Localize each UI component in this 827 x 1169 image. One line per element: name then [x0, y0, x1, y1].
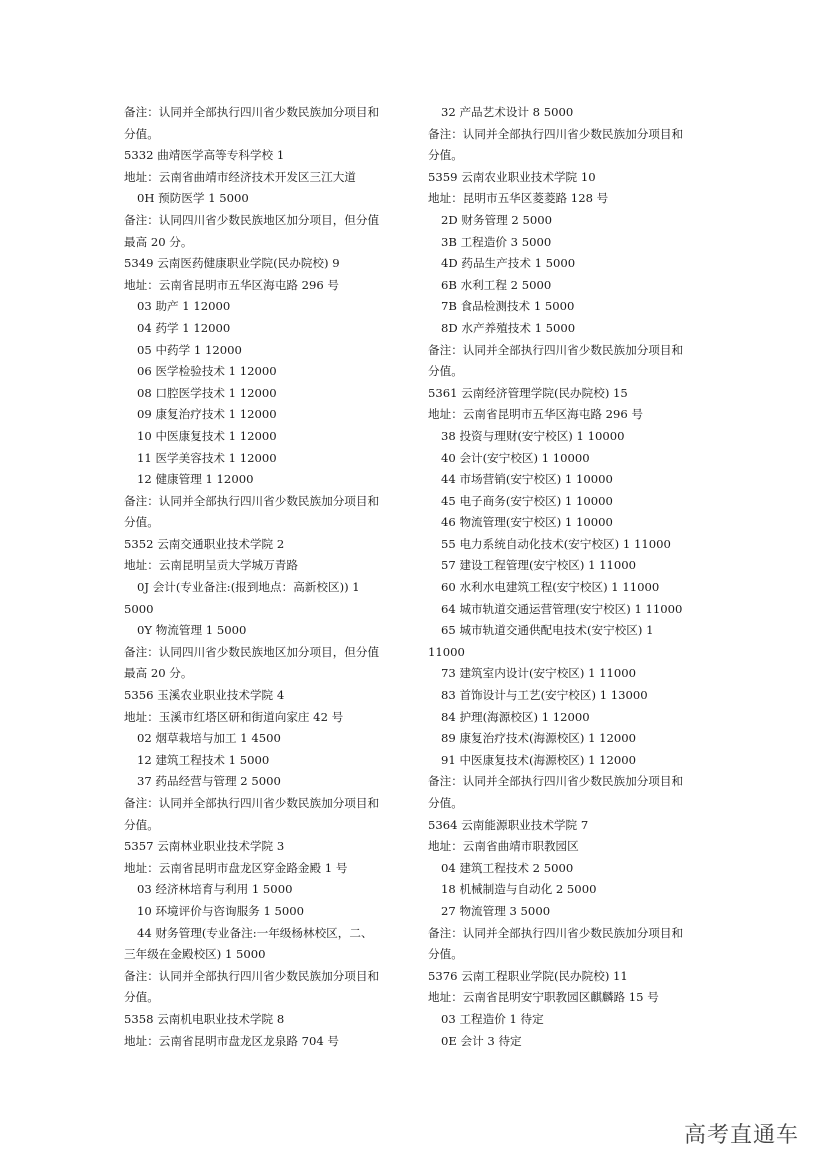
text-line: 分值。 [428, 148, 463, 163]
text-line: 37 药品经营与管理 2 5000 [137, 774, 281, 789]
text-line: 地址：昆明市五华区菱菱路 128 号 [428, 191, 609, 206]
text-line: 3B 工程造价 3 5000 [441, 234, 552, 249]
text-line: 地址：云南省昆明市五华区海屯路 296 号 [124, 277, 340, 292]
text-line: 03 助产 1 12000 [137, 299, 231, 314]
text-line: 分值。 [124, 990, 159, 1005]
text-line: 73 建筑室内设计(安宁校区) 1 11000 [441, 666, 637, 681]
text-line: 备注：认同并全部执行四川省少数民族加分项目和 [428, 126, 684, 141]
text-line: 84 护理(海源校区) 1 12000 [441, 709, 590, 724]
text-line: 64 城市轨道交通运营管理(安宁校区) 1 11000 [441, 601, 683, 616]
text-line: 60 水利水电建筑工程(安宁校区) 1 11000 [441, 580, 660, 595]
right-column [428, 102, 706, 1052]
text-line: 地址：云南省曲靖市经济技术开发区三江大道 [124, 169, 356, 184]
text-line: 5349 云南医药健康职业学院(民办院校) 9 [124, 256, 340, 271]
text-line: 11000 [428, 644, 465, 659]
text-line: 05 中药学 1 12000 [137, 342, 242, 357]
text-line: 地址：云南省曲靖市职教园区 [428, 839, 579, 854]
watermark: 高考直通车 [683, 1123, 799, 1148]
text-line: 备注：认同并全部执行四川省少数民族加分项目和 [428, 774, 684, 789]
text-line: 分值。 [124, 515, 159, 530]
text-line: 44 市场营销(安宁校区) 1 10000 [441, 472, 613, 487]
text-line: 45 电子商务(安宁校区) 1 10000 [441, 493, 613, 508]
text-line: 5352 云南交通职业技术学院 2 [124, 536, 285, 551]
text-line: 06 医学检验技术 1 12000 [137, 364, 277, 379]
text-line: 最高 20 分。 [124, 666, 193, 681]
text-line: 最高 20 分。 [124, 234, 193, 249]
text-line: 0E 会计 3 待定 [441, 1033, 522, 1048]
text-line: 地址：云南省昆明市盘龙区穿金路金殿 1 号 [124, 860, 348, 875]
text-line: 5359 云南农业职业技术学院 10 [428, 169, 596, 184]
text-line: 分值。 [124, 126, 159, 141]
text-line: 40 会计(安宁校区) 1 10000 [441, 450, 590, 465]
text-line: 8D 水产养殖技术 1 5000 [441, 320, 576, 335]
text-line: 6B 水利工程 2 5000 [441, 277, 552, 292]
text-line: 5000 [124, 601, 154, 616]
text-line: 12 建筑工程技术 1 5000 [137, 752, 270, 767]
text-line: 5361 云南经济管理学院(民办院校) 15 [428, 385, 628, 400]
text-line: 04 药学 1 12000 [137, 320, 231, 335]
text-line: 57 建设工程管理(安宁校区) 1 11000 [441, 558, 637, 573]
text-line: 5357 云南林业职业技术学院 3 [124, 839, 285, 854]
text-line: 27 物流管理 3 5000 [441, 903, 551, 918]
text-line: 89 康复治疗技术(海源校区) 1 12000 [441, 731, 637, 746]
text-line: 09 康复治疗技术 1 12000 [137, 407, 277, 422]
text-line: 三年级在金殿校区) 1 5000 [124, 947, 266, 962]
text-line: 10 中医康复技术 1 12000 [137, 428, 277, 443]
text-line: 地址：玉溪市红塔区研和街道向家庄 42 号 [124, 709, 344, 724]
text-line: 备注：认同并全部执行四川省少数民族加分项目和 [124, 493, 380, 508]
text-line: 0H 预防医学 1 5000 [137, 191, 249, 206]
text-line: 分值。 [428, 364, 463, 379]
text-line: 02 烟草栽培与加工 1 4500 [137, 731, 281, 746]
text-line: 03 工程造价 1 待定 [441, 1011, 544, 1026]
text-line: 12 健康管理 1 12000 [137, 472, 254, 487]
text-line: 5376 云南工程职业学院(民办院校) 11 [428, 968, 628, 983]
text-line: 备注：认同并全部执行四川省少数民族加分项目和 [124, 796, 380, 810]
text-line: 5364 云南能源职业技术学院 7 [428, 817, 589, 832]
text-line: 18 机械制造与自动化 2 5000 [441, 882, 597, 897]
text-line: 44 财务管理(专业备注:一年级杨林校区，二、 [137, 925, 373, 940]
text-line: 08 口腔医学技术 1 12000 [137, 385, 277, 400]
text-line: 地址：云南省昆明市盘龙区龙泉路 704 号 [124, 1033, 340, 1048]
text-line: 4D 药品生产技术 1 5000 [441, 256, 576, 271]
text-line: 分值。 [428, 796, 463, 810]
text-line: 55 电力系统自动化技术(安宁校区) 1 11000 [441, 536, 671, 551]
text-line: 地址：云南昆明呈贡大学城万青路 [124, 558, 298, 573]
text-line: 11 医学美容技术 1 12000 [137, 450, 277, 465]
text-line: 备注：认同并全部执行四川省少数民族加分项目和 [124, 968, 380, 983]
text-line: 地址：云南省昆明市五华区海屯路 296 号 [428, 407, 644, 422]
text-line: 7B 食品检测技术 1 5000 [441, 299, 575, 314]
text-line: 10 环境评价与咨询服务 1 5000 [137, 903, 305, 918]
text-line: 04 建筑工程技术 2 5000 [441, 860, 574, 875]
text-line: 32 产品艺术设计 8 5000 [441, 105, 574, 119]
text-line: 5358 云南机电职业技术学院 8 [124, 1011, 285, 1026]
text-line: 备注：认同四川省少数民族地区加分项目，但分值 [124, 212, 380, 227]
text-line: 5356 玉溪农业职业技术学院 4 [124, 688, 285, 703]
text-line: 分值。 [428, 947, 463, 962]
text-line: 0Y 物流管理 1 5000 [137, 623, 247, 638]
text-line: 备注：认同并全部执行四川省少数民族加分项目和 [124, 105, 380, 119]
text-line: 备注：认同四川省少数民族地区加分项目，但分值 [124, 644, 380, 659]
text-line: 83 首饰设计与工艺(安宁校区) 1 13000 [441, 688, 648, 703]
text-line: 91 中医康复技术(海源校区) 1 12000 [441, 752, 637, 767]
text-line: 38 投资与理财(安宁校区) 1 10000 [441, 428, 625, 443]
text-line: 分值。 [124, 817, 159, 832]
text-line: 备注：认同并全部执行四川省少数民族加分项目和 [428, 342, 684, 357]
text-line: 5332 曲靖医学高等专科学校 1 [124, 148, 285, 163]
text-line: 备注：认同并全部执行四川省少数民族加分项目和 [428, 925, 684, 940]
text-line: 03 经济林培育与利用 1 5000 [137, 882, 293, 897]
text-line: 0J 会计(专业备注:(报到地点：高新校区)) 1 [137, 580, 360, 595]
text-line: 2D 财务管理 2 5000 [441, 212, 552, 227]
text-line: 65 城市轨道交通供配电技术(安宁校区) 1 [441, 623, 654, 638]
text-line: 地址：云南省昆明安宁职教园区麒麟路 15 号 [428, 990, 659, 1005]
text-line: 46 物流管理(安宁校区) 1 10000 [441, 515, 613, 530]
